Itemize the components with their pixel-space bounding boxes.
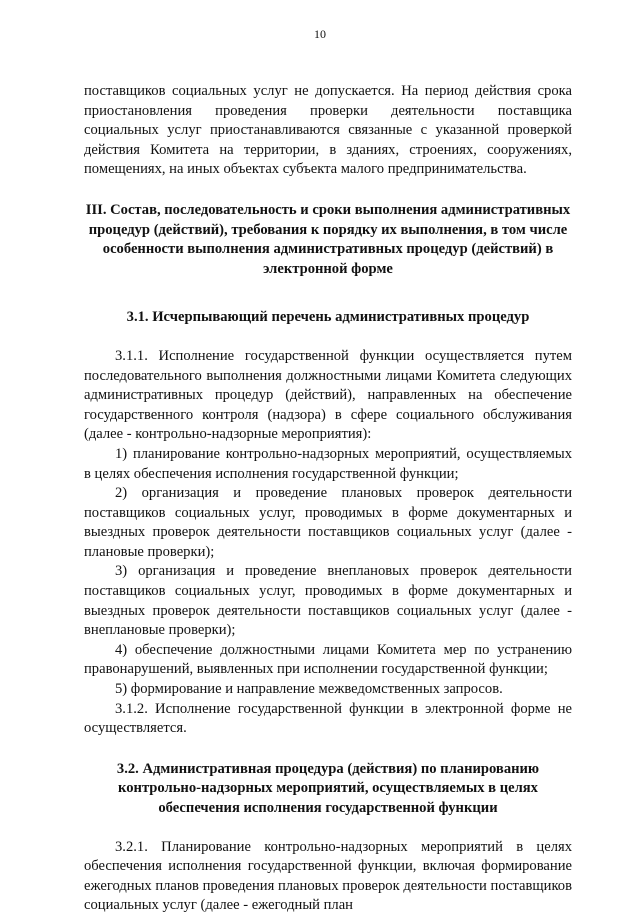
list-item-4: 4) обеспечение должностными лицами Комитета мер по устранению правонарушений, выявленных при исполнении государственной функции; <box>84 641 572 678</box>
page-number: 10 <box>314 27 326 41</box>
subsection-heading-3-1: 3.1. Исчерпывающий перечень административных процедур <box>126 309 530 326</box>
paragraph-3-2-1: 3.2.1. Планирование контрольно-надзорных мероприятий в целях обеспечения исполнения государственной функции, включая формирование ежегодных планов проведения плановых проверок деятельности поставщиков социальных услуг (далее - ежегодный план <box>84 838 572 914</box>
page-content <box>84 82 572 916</box>
section-heading: III. Состав, последовательность и сроки выполнения административных процедур (действий), требования к порядку их выполнения, в том числе особенности выполнения административных процедур (действий) в электронной форме <box>85 201 571 277</box>
paragraph-3-1-1: 3.1.1. Исполнение государственной функции осуществляется путем последовательного выполнения должностными лицами Комитета следующих административных процедур (действий), направленных на обеспечение государственного контроля (надзора) в сфере социального обслуживания (далее - контрольно-надзорные мероприятия): <box>84 347 572 443</box>
list-item-2: 2) организация и проведение плановых проверок деятельности поставщиков социальных услуг, проводимых в форме документарных и выездных проверок деятельности поставщиков социальных услуг (далее - плановые проверки); <box>84 485 572 560</box>
intro-paragraph: поставщиков социальных услуг не допускается. На период действия срока приостановления проведения проверки деятельности поставщика социальных услуг приостанавливаются связанные с указанной проверкой действия Комитета на территории, в зданиях, строениях, сооружениях, помещениях, на иных объектах субъекта малого предпринимательства. <box>84 83 572 178</box>
list-item-1: 1) планирование контрольно-надзорных мероприятий, осуществляемых в целях обеспечения исполнения государственной функции; <box>84 445 572 482</box>
list-item-3: 3) организация и проведение внеплановых проверок деятельности поставщиков социальных услуг, проводимых в форме документарных и выездных проверок деятельности поставщиков социальных услуг (далее - внеплановые проверки); <box>84 563 572 639</box>
paragraph-3-1-2: 3.1.2. Исполнение государственной функции в электронной форме не осуществляется. <box>84 700 572 737</box>
list-item-5: 5) формирование и направление межведомственных запросов. <box>115 681 503 698</box>
subsection-heading-3-2: 3.2. Административная процедура (действия) по планированию контрольно-надзорных мероприятий, осуществляемых в целях обеспечения исполнения государственной функции <box>116 760 540 816</box>
